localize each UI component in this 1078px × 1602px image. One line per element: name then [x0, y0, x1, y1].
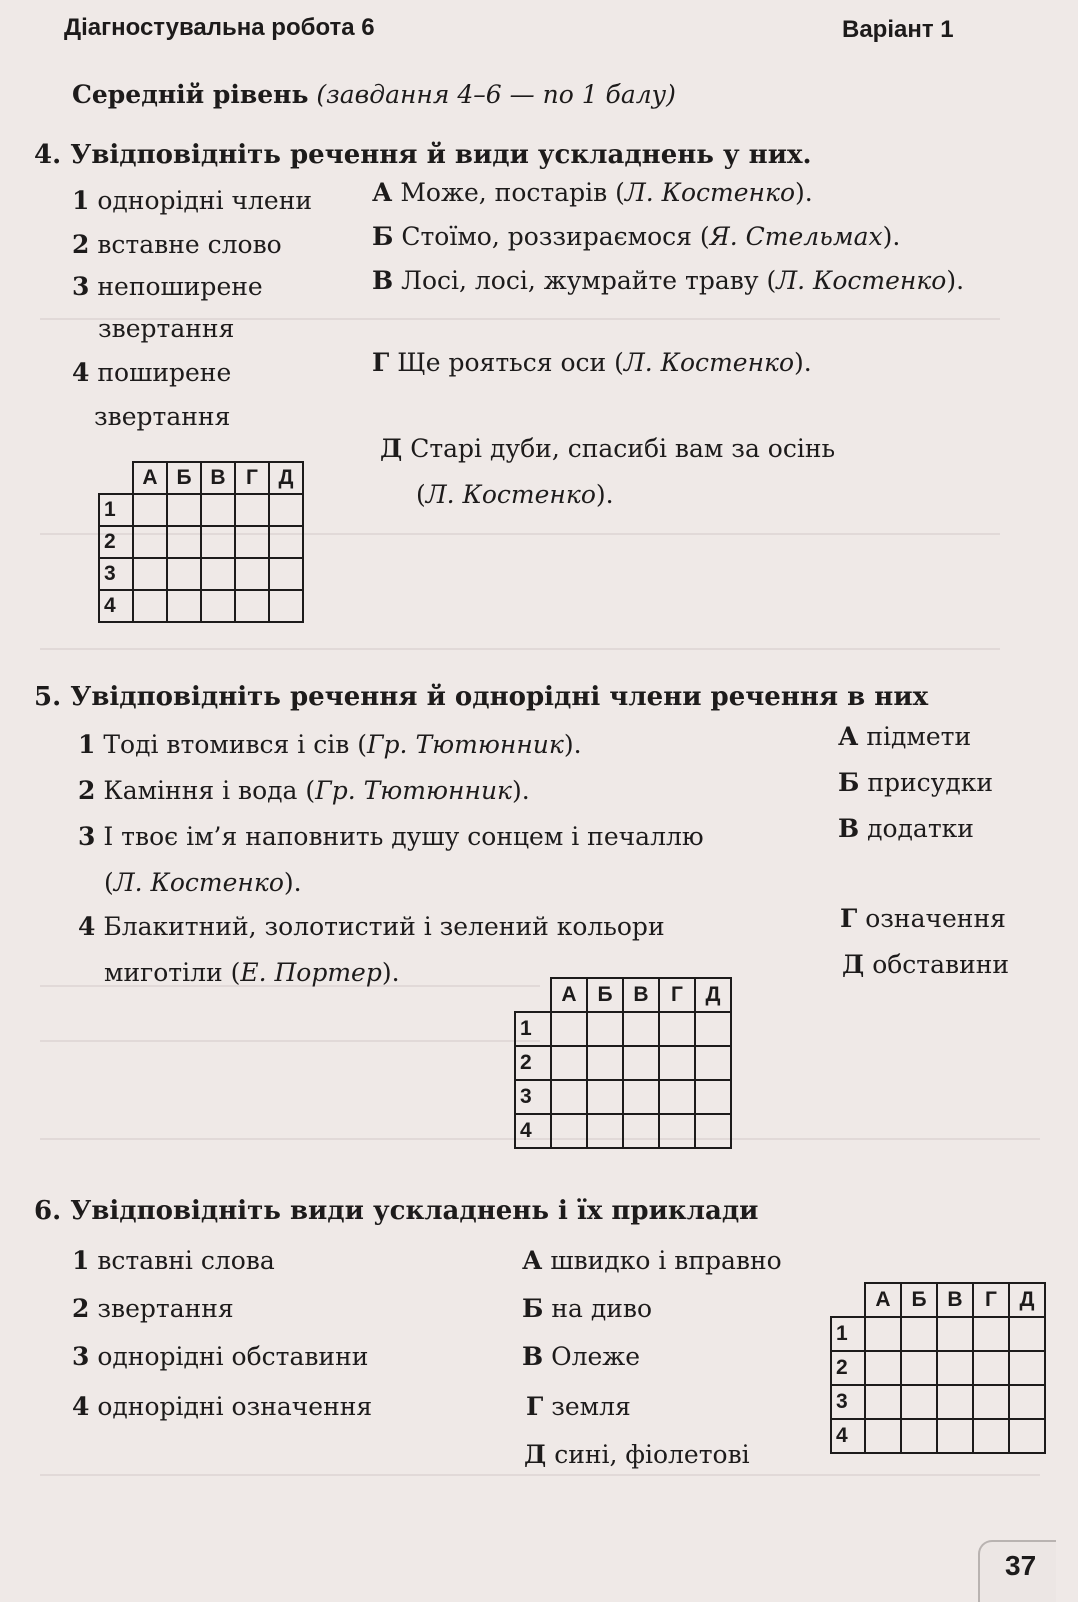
task5-sentence-2 [78, 776, 530, 805]
grid-cell[interactable] [901, 1385, 937, 1419]
answer-author: Л. Костенко [776, 266, 947, 295]
task4-option-1 [72, 186, 312, 215]
task4-answer-a [372, 178, 813, 207]
grid-cell[interactable] [865, 1419, 901, 1453]
grid-cell[interactable] [1009, 1385, 1045, 1419]
grid-cell[interactable] [623, 1080, 659, 1114]
grid-cell[interactable] [937, 1385, 973, 1419]
answer-letter: А [372, 178, 393, 207]
option-number: 2 [72, 230, 90, 259]
answer-text: Олеже [551, 1342, 641, 1371]
task4-answer-d [380, 434, 835, 463]
task5-answer-d [842, 950, 1009, 979]
task5-answer-grid [514, 977, 732, 1149]
bleed-through-line [40, 648, 1000, 650]
option-number: 4 [72, 1392, 90, 1421]
answer-text: додатки [867, 814, 974, 843]
grid-cell[interactable] [973, 1385, 1009, 1419]
grid-col-header: А [133, 462, 167, 494]
option-number: 3 [72, 272, 90, 301]
grid-col-header: В [937, 1283, 973, 1317]
grid-cell[interactable] [167, 590, 201, 622]
grid-cell[interactable] [269, 494, 303, 526]
answer-end: ). [794, 348, 812, 377]
grid-cell[interactable] [587, 1046, 623, 1080]
task5-answer-h [840, 904, 1006, 933]
option-text: поширене [97, 358, 232, 387]
option-end: ). [283, 868, 302, 897]
grid-cell[interactable] [235, 526, 269, 558]
grid-col-header: Г [235, 462, 269, 494]
level-heading [72, 80, 676, 109]
grid-cell[interactable] [133, 590, 167, 622]
answer-letter: А [838, 722, 859, 751]
grid-cell[interactable] [587, 1012, 623, 1046]
grid-cell[interactable] [235, 494, 269, 526]
option-text: І твоє ім’я наповнить душу сонцем і печаллю [103, 822, 704, 851]
grid-row-header: 3 [831, 1385, 865, 1419]
option-number: 4 [72, 358, 90, 387]
task6-type-3 [72, 1342, 368, 1371]
grid-col-header: Б [167, 462, 201, 494]
task5-answer-a [838, 722, 971, 751]
grid-row-header: 1 [831, 1317, 865, 1351]
grid-cell[interactable] [551, 1012, 587, 1046]
task6-title [34, 1196, 758, 1226]
grid-cell[interactable] [659, 1012, 695, 1046]
grid-cell[interactable] [551, 1080, 587, 1114]
answer-letter: Д [842, 950, 865, 979]
task4-option-2 [72, 230, 282, 259]
grid-corner [515, 978, 551, 1012]
grid-col-header: Д [269, 462, 303, 494]
task5-sentence-4-cont [104, 958, 400, 987]
task4-answer-v [372, 266, 964, 295]
grid-cell[interactable] [973, 1351, 1009, 1385]
grid-col-header: В [201, 462, 235, 494]
grid-cell[interactable] [659, 1080, 695, 1114]
answer-letter: Б [838, 768, 860, 797]
task6-example-b [522, 1294, 652, 1323]
answer-text: на диво [551, 1294, 653, 1323]
grid-row-header: 2 [831, 1351, 865, 1385]
option-text: Блакитний, золотистий і зелений кольори [103, 912, 665, 941]
grid-cell[interactable] [269, 526, 303, 558]
grid-cell[interactable] [167, 494, 201, 526]
option-text: Каміння і вода ( [103, 776, 316, 805]
grid-cell[interactable] [587, 1080, 623, 1114]
answer-author: Л. Костенко [425, 480, 596, 509]
answer-text: Старі дуби, спасибі вам за осінь [410, 434, 836, 463]
answer-author: Л. Костенко [623, 348, 795, 377]
grid-col-header: В [623, 978, 659, 1012]
grid-row-header: 2 [99, 526, 133, 558]
answer-text: присудки [867, 768, 994, 797]
task6-example-d [524, 1440, 750, 1469]
grid-col-header: Д [695, 978, 731, 1012]
answer-text: Може, постарів ( [400, 178, 625, 207]
task6-example-h [526, 1392, 631, 1421]
grid-cell[interactable] [937, 1317, 973, 1351]
task4-answer-grid [98, 461, 304, 623]
grid-row-header: 4 [99, 590, 133, 622]
answer-letter: Б [372, 222, 394, 251]
grid-cell[interactable] [973, 1419, 1009, 1453]
option-text: однорідні члени [97, 186, 313, 215]
option-number: 3 [72, 1342, 90, 1371]
task5-answer-b [838, 768, 993, 797]
answer-text: Лосі, лосі, жумрайте траву ( [401, 266, 777, 295]
grid-cell[interactable] [235, 558, 269, 590]
option-author: Гр. Тютюнник [367, 730, 564, 759]
answer-end: ). [595, 480, 614, 509]
grid-cell[interactable] [695, 1012, 731, 1046]
grid-cell[interactable] [695, 1114, 731, 1148]
answer-letter: Г [840, 904, 858, 933]
option-end: ). [512, 776, 530, 805]
answer-text: швидко і вправно [550, 1246, 782, 1275]
task6-number: 6. [34, 1196, 62, 1226]
grid-cell[interactable] [695, 1080, 731, 1114]
grid-cell[interactable] [1009, 1317, 1045, 1351]
answer-text: земля [551, 1392, 631, 1421]
answer-end: ). [946, 266, 965, 295]
grid-cell[interactable] [551, 1046, 587, 1080]
option-text: однорідні означення [97, 1392, 373, 1421]
grid-col-header: Г [659, 978, 695, 1012]
task6-title-text: Увідповідніть види ускладнень і їх приклади [70, 1196, 759, 1226]
task4-option-4-cont: звертання [94, 402, 231, 431]
grid-corner [99, 462, 133, 494]
option-cont: ( [104, 868, 114, 897]
grid-col-header: Г [973, 1283, 1009, 1317]
grid-cell[interactable] [901, 1419, 937, 1453]
option-number: 1 [72, 1246, 90, 1275]
option-text: Тоді втомився і сів ( [103, 730, 367, 759]
answer-letter: В [838, 814, 860, 843]
task6-example-a [522, 1246, 782, 1275]
task4-answer-d-cont [416, 480, 614, 509]
answer-letter: Б [522, 1294, 544, 1323]
task4-number: 4. [34, 140, 62, 170]
grid-cell[interactable] [901, 1351, 937, 1385]
task5-answer-v [838, 814, 974, 843]
option-text: звертання [97, 1294, 234, 1323]
answer-text: означення [865, 904, 1006, 933]
answer-text: Ще рояться оси ( [397, 348, 624, 377]
answer-text: Стоїмо, роззираємося ( [401, 222, 710, 251]
grid-cell[interactable] [269, 558, 303, 590]
answer-author: Л. Костенко [624, 178, 795, 207]
page-number: 37 [1005, 1550, 1037, 1581]
grid-col-header: Д [1009, 1283, 1045, 1317]
grid-cell[interactable] [133, 526, 167, 558]
option-text: вставні слова [97, 1246, 275, 1275]
grid-cell[interactable] [937, 1419, 973, 1453]
level-note: (завдання 4–6 — по 1 балу) [316, 80, 676, 109]
answer-cont: ( [416, 480, 426, 509]
grid-cell[interactable] [235, 590, 269, 622]
grid-cell[interactable] [973, 1317, 1009, 1351]
grid-cell[interactable] [551, 1114, 587, 1148]
option-author: Е. Портер [240, 958, 382, 987]
answer-author: Я. Стельмах [709, 222, 883, 251]
grid-col-header: Б [901, 1283, 937, 1317]
grid-cell[interactable] [269, 590, 303, 622]
answer-letter: В [372, 266, 394, 295]
task6-type-2 [72, 1294, 234, 1323]
task6-type-4 [72, 1392, 372, 1421]
grid-cell[interactable] [201, 590, 235, 622]
grid-cell[interactable] [865, 1385, 901, 1419]
task4-answer-h [372, 348, 812, 377]
grid-row-header: 1 [515, 1012, 551, 1046]
option-author: Л. Костенко [113, 868, 284, 897]
grid-row-header: 3 [99, 558, 133, 590]
grid-cell[interactable] [167, 558, 201, 590]
task4-option-4 [72, 358, 231, 387]
grid-cell[interactable] [201, 526, 235, 558]
option-text: однорідні обставини [97, 1342, 369, 1371]
task4-option-3 [72, 272, 263, 301]
grid-cell[interactable] [659, 1046, 695, 1080]
grid-cell[interactable] [133, 558, 167, 590]
option-author: Гр. Тютюнник [315, 776, 512, 805]
grid-cell[interactable] [167, 526, 201, 558]
grid-cell[interactable] [865, 1317, 901, 1351]
task6-example-v [522, 1342, 640, 1371]
level-name: Середній рівень [72, 80, 309, 109]
option-text: вставне слово [97, 230, 282, 259]
option-number: 1 [72, 186, 90, 215]
option-number: 3 [78, 822, 96, 851]
grid-row-header: 4 [831, 1419, 865, 1453]
grid-cell[interactable] [623, 1046, 659, 1080]
answer-letter: Г [372, 348, 390, 377]
answer-text: обставини [872, 950, 1010, 979]
option-number: 2 [72, 1294, 90, 1323]
grid-cell[interactable] [623, 1012, 659, 1046]
task6-type-1 [72, 1246, 275, 1275]
task5-title [34, 682, 928, 712]
work-title: Діагностувальна робота 6 [64, 14, 375, 41]
task5-title-text: Увідповідніть речення й однорідні члени речення в них [70, 682, 929, 712]
task5-sentence-3 [78, 822, 704, 851]
answer-letter: Д [380, 434, 403, 463]
task5-sentence-3-cont [104, 868, 302, 897]
answer-text: підмети [866, 722, 972, 751]
grid-cell[interactable] [865, 1351, 901, 1385]
grid-cell[interactable] [695, 1046, 731, 1080]
grid-cell[interactable] [201, 494, 235, 526]
grid-col-header: А [865, 1283, 901, 1317]
grid-cell[interactable] [901, 1317, 937, 1351]
answer-end: ). [882, 222, 901, 251]
task5-number: 5. [34, 682, 62, 712]
option-number: 1 [78, 730, 96, 759]
option-number: 4 [78, 912, 96, 941]
grid-cell[interactable] [201, 558, 235, 590]
answer-letter: Д [524, 1440, 547, 1469]
task4-option-3-cont: звертання [98, 314, 235, 343]
option-number: 2 [78, 776, 96, 805]
option-cont: миготіли ( [104, 958, 241, 987]
answer-end: ). [795, 178, 813, 207]
grid-row-header: 3 [515, 1080, 551, 1114]
grid-cell[interactable] [587, 1114, 623, 1148]
grid-cell[interactable] [1009, 1351, 1045, 1385]
grid-col-header: Б [587, 978, 623, 1012]
task5-sentence-4 [78, 912, 665, 941]
task5-sentence-1 [78, 730, 582, 759]
option-end: ). [563, 730, 582, 759]
grid-corner [831, 1283, 865, 1317]
task4-answer-b [372, 222, 900, 251]
option-text: непоширене [97, 272, 263, 301]
bleed-through-line [40, 1474, 1040, 1476]
grid-row-header: 4 [515, 1114, 551, 1148]
grid-cell[interactable] [1009, 1419, 1045, 1453]
grid-cell[interactable] [937, 1351, 973, 1385]
task4-title [34, 140, 812, 170]
grid-cell[interactable] [133, 494, 167, 526]
answer-letter: Г [526, 1392, 544, 1421]
answer-text: сині, фіолетові [554, 1440, 750, 1469]
grid-row-header: 1 [99, 494, 133, 526]
bleed-through-line [40, 1040, 540, 1042]
grid-row-header: 2 [515, 1046, 551, 1080]
grid-cell[interactable] [623, 1114, 659, 1148]
option-end: ). [381, 958, 400, 987]
answer-letter: В [522, 1342, 544, 1371]
answer-letter: А [522, 1246, 543, 1275]
grid-col-header: А [551, 978, 587, 1012]
task4-title-text: Увідповідніть речення й види ускладнень у них. [70, 140, 812, 170]
grid-cell[interactable] [659, 1114, 695, 1148]
task6-answer-grid [830, 1282, 1046, 1454]
variant-label: Варіант 1 [842, 16, 954, 43]
